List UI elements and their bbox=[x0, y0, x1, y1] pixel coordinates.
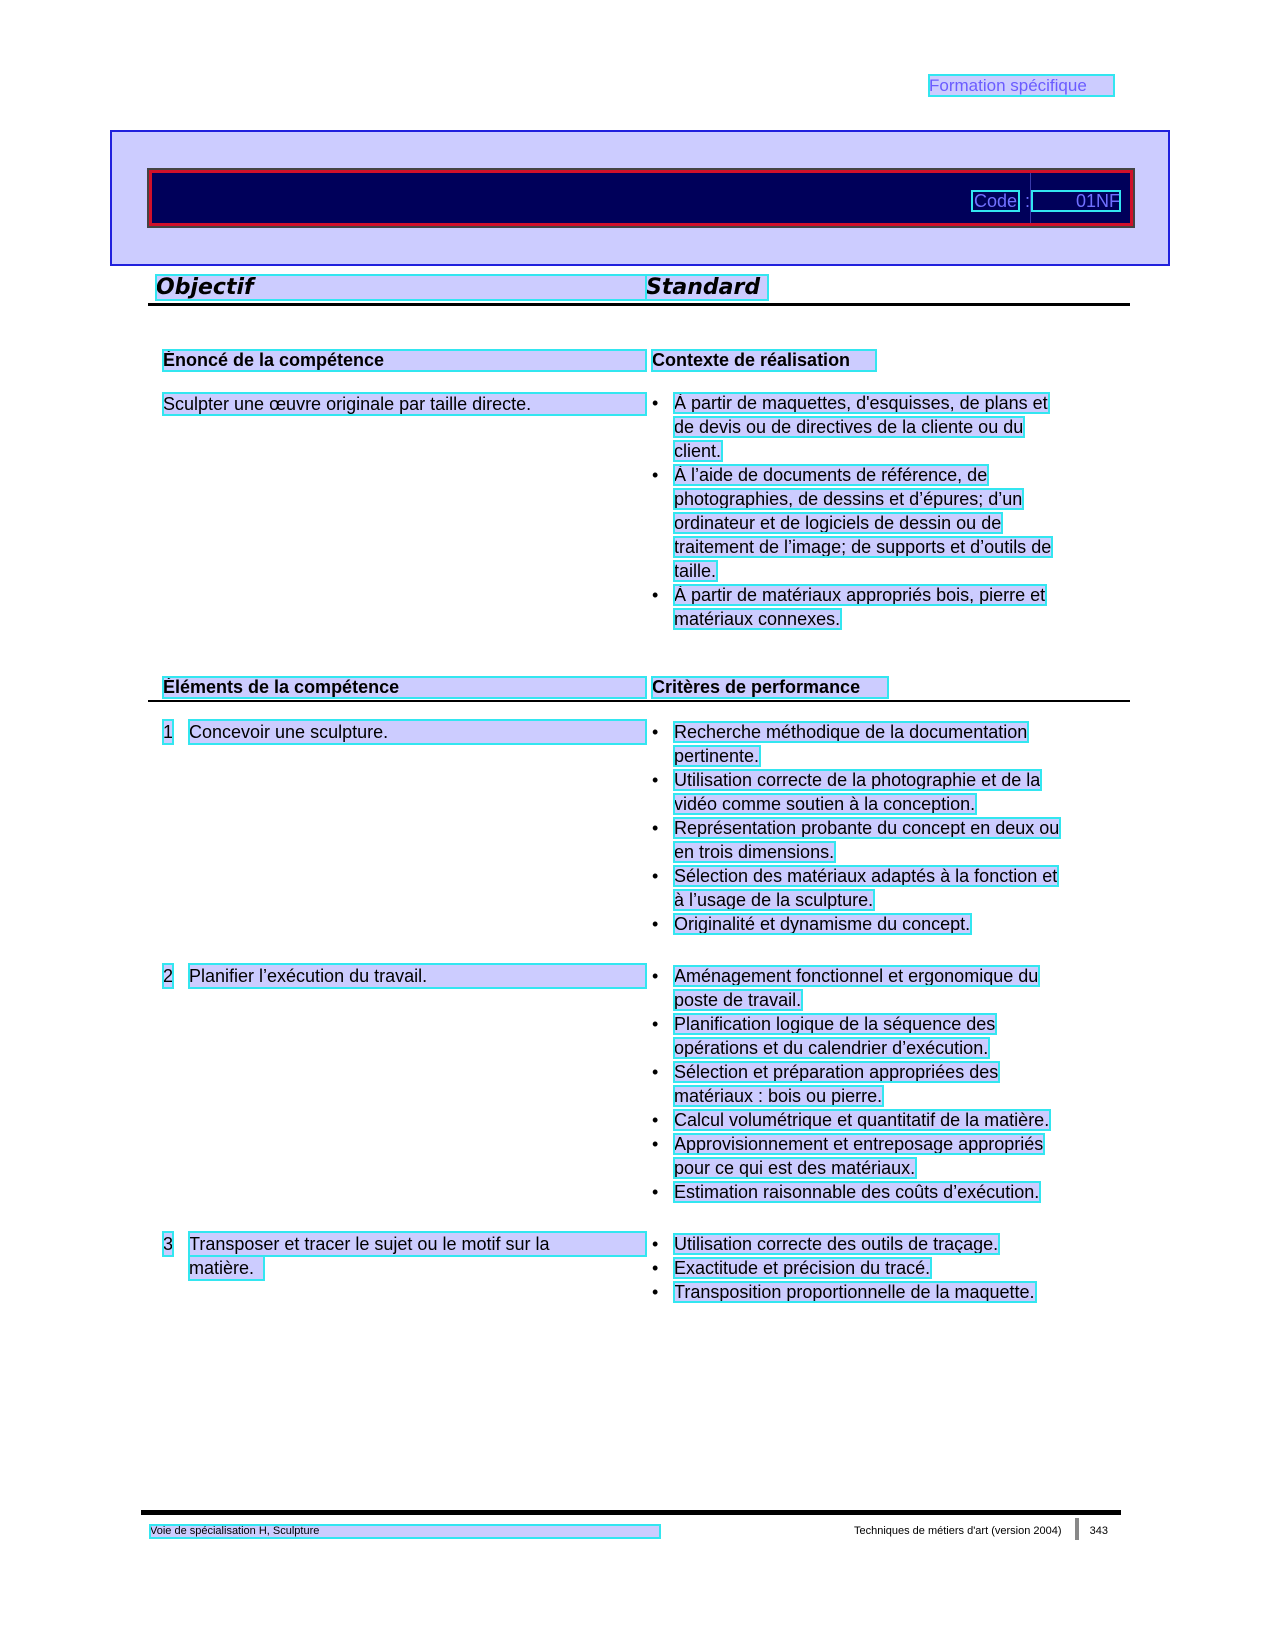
bullet-dot: • bbox=[652, 770, 659, 790]
element-label: matière. bbox=[189, 1256, 264, 1280]
standard-heading: Standard bbox=[646, 275, 768, 300]
bullet-line: Représentation probante du concept en deux ou bbox=[674, 818, 1060, 838]
bullet-dot: • bbox=[652, 1062, 659, 1082]
bullet-line: poste de travail. bbox=[674, 990, 802, 1010]
bullet-line: client. bbox=[674, 441, 722, 461]
bullet-line: Transposition proportionnelle de la maquette. bbox=[674, 1282, 1035, 1302]
bullet-line: Aménagement fonctionnel et ergonomique du bbox=[674, 966, 1039, 986]
footer-document-title: Voie de spécialisation H, Sculpture bbox=[150, 1525, 660, 1538]
bullet-dot: • bbox=[652, 966, 659, 986]
bullet-line: de devis ou de directives de la cliente ou du bbox=[674, 417, 1024, 437]
bullet-line: Utilisation correcte des outils de traçage. bbox=[674, 1234, 999, 1254]
bullet-line: photographies, de dessins et d’épures; d’un bbox=[674, 489, 1023, 509]
element-label: Planifier l’exécution du travail. bbox=[189, 964, 646, 988]
footer-separator bbox=[1075, 1518, 1079, 1540]
objective-heading: Objectif bbox=[156, 275, 646, 300]
bullet-line: pour ce qui est des matériaux. bbox=[674, 1158, 916, 1178]
bullet-dot: • bbox=[652, 722, 659, 742]
bullet-dot: • bbox=[652, 1282, 659, 1302]
bullet-line: opérations et du calendrier d’exécution. bbox=[674, 1038, 989, 1058]
element-label: Transposer et tracer le sujet ou le motif sur la bbox=[189, 1232, 646, 1256]
code-colon: : bbox=[1025, 191, 1031, 211]
bullet-line: Approvisionnement et entreposage appropriés bbox=[674, 1134, 1044, 1154]
bullet-line: Sélection et préparation appropriées des bbox=[674, 1062, 999, 1082]
context-heading: Contexte de réalisation bbox=[652, 350, 876, 371]
bullet-line: traitement de l’image; de supports et d’outils de bbox=[674, 537, 1052, 557]
competency-title-bar bbox=[149, 170, 1133, 226]
elements-rule bbox=[148, 700, 1130, 702]
bullet-line: Planification logique de la séquence des bbox=[674, 1014, 996, 1034]
objective-rule bbox=[148, 303, 1130, 306]
footer-program-text: Techniques de métiers d'art (version 2004) bbox=[853, 1525, 1062, 1537]
bullet-line: Recherche méthodique de la documentation bbox=[674, 722, 1028, 742]
element-label: Concevoir une sculpture. bbox=[189, 720, 646, 744]
bullet-line: pertinente. bbox=[674, 746, 760, 766]
bullet-line: À partir de matériaux appropriés bois, pierre et bbox=[674, 585, 1046, 605]
competency-banner bbox=[110, 130, 1170, 266]
competence-statement-heading: Énoncé de la compétence bbox=[163, 350, 646, 371]
element-number: 2 bbox=[163, 966, 174, 986]
section-label: Formation spécifique bbox=[929, 75, 1114, 96]
bullet-dot: • bbox=[652, 1182, 659, 1202]
code-divider bbox=[1030, 173, 1031, 223]
bullet-dot: • bbox=[652, 465, 659, 485]
bullet-dot: • bbox=[652, 1258, 659, 1278]
bullet-dot: • bbox=[652, 585, 659, 605]
footer-rule bbox=[141, 1510, 1121, 1515]
criteria-heading: Critères de performance bbox=[652, 677, 888, 698]
bullet-line: À l’aide de documents de référence, de bbox=[674, 465, 988, 485]
bullet-line: taille. bbox=[674, 561, 717, 581]
bullet-line: vidéo comme soutien à la conception. bbox=[674, 794, 976, 814]
bullet-line: matériaux : bois ou pierre. bbox=[674, 1086, 883, 1106]
bullet-line: à l’usage de la sculpture. bbox=[674, 890, 874, 910]
bullet-line: Utilisation correcte de la photographie et de la bbox=[674, 770, 1041, 790]
bullet-dot: • bbox=[652, 818, 659, 838]
bullet-line: en trois dimensions. bbox=[674, 842, 835, 862]
bullet-line: matériaux connexes. bbox=[674, 609, 841, 629]
element-number: 3 bbox=[163, 1234, 174, 1254]
page-number: 343 bbox=[1089, 1525, 1108, 1537]
bullet-dot: • bbox=[652, 393, 659, 413]
bullet-line: ordinateur et de logiciels de dessin ou de bbox=[674, 513, 1002, 533]
bullet-line: Exactitude et précision du tracé. bbox=[674, 1258, 931, 1278]
bullet-line: Originalité et dynamisme du concept. bbox=[674, 914, 971, 934]
bullet-dot: • bbox=[652, 866, 659, 886]
bullet-dot: • bbox=[652, 1234, 659, 1254]
elements-heading: Éléments de la compétence bbox=[163, 677, 646, 698]
bullet-line: À partir de maquettes, d'esquisses, de plans et bbox=[674, 393, 1048, 413]
code-label: Code bbox=[974, 191, 1018, 211]
bullet-line: Calcul volumétrique et quantitatif de la matière. bbox=[674, 1110, 1050, 1130]
bullet-dot: • bbox=[652, 1014, 659, 1034]
bullet-dot: • bbox=[652, 1134, 659, 1154]
footer-program bbox=[826, 1525, 1108, 1538]
bullet-dot: • bbox=[652, 914, 659, 934]
bullet-line: Sélection des matériaux adaptés à la fonction et bbox=[674, 866, 1058, 886]
bullet-dot: • bbox=[652, 1110, 659, 1130]
code-value: 01NF bbox=[1032, 191, 1120, 211]
element-number: 1 bbox=[163, 722, 174, 742]
competence-statement: Sculpter une œuvre originale par taille directe. bbox=[163, 393, 646, 415]
bullet-line: Estimation raisonnable des coûts d’exécution. bbox=[674, 1182, 1040, 1202]
